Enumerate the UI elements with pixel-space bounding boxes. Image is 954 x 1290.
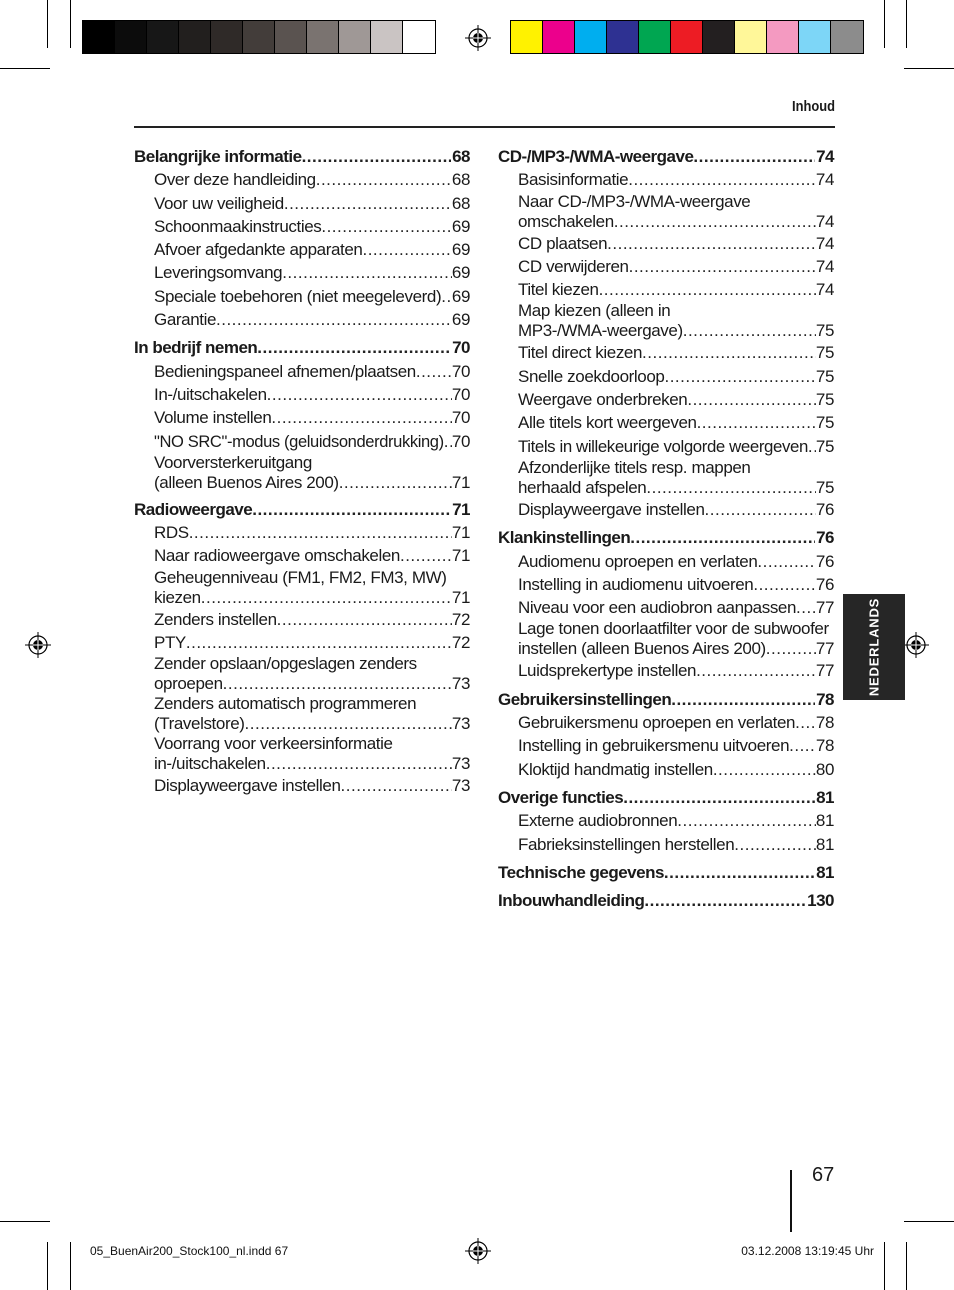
toc-entry-page: 75 bbox=[815, 436, 834, 456]
toc-entry bbox=[134, 360, 470, 383]
leader-dots bbox=[339, 473, 452, 493]
leader-dots bbox=[696, 659, 816, 682]
toc-heading-title: Belangrijke informatie bbox=[134, 147, 302, 166]
toc-section bbox=[498, 526, 834, 682]
toc-entry-page: 72 bbox=[451, 633, 470, 653]
toc-entry-text: Basisinformatie bbox=[518, 170, 629, 190]
toc-heading bbox=[498, 889, 834, 912]
toc-entry bbox=[134, 215, 470, 238]
toc-heading bbox=[134, 498, 470, 521]
leader-dots bbox=[671, 688, 815, 711]
toc-entry-text: Instelling in gebruikersmenu uitvoeren bbox=[518, 736, 790, 756]
toc-entry bbox=[134, 774, 470, 797]
color-swatch bbox=[735, 21, 767, 53]
toc-entry-page: 73 bbox=[451, 714, 470, 734]
leader-dots bbox=[216, 308, 452, 331]
toc-entry bbox=[134, 631, 470, 654]
toc-entry bbox=[498, 365, 834, 388]
leader-dots bbox=[644, 889, 806, 912]
toc-heading bbox=[498, 688, 834, 711]
crop-mark bbox=[47, 1242, 48, 1290]
toc-entry-text: Speciale toebehoren (niet meegeleverd) bbox=[154, 286, 442, 306]
leader-dots bbox=[245, 714, 452, 734]
crop-mark bbox=[904, 68, 954, 69]
toc-entry-text: Naar radioweergave omschakelen bbox=[154, 546, 400, 566]
toc-entry-page: 69 bbox=[451, 240, 470, 260]
leader-dots bbox=[642, 341, 816, 364]
leader-dots bbox=[697, 411, 816, 434]
toc-entry-text: Kloktijd handmatig instellen bbox=[518, 759, 713, 779]
toc-heading-page: 130 bbox=[807, 891, 834, 911]
toc-entry-page: 75 bbox=[815, 413, 834, 433]
toc-entry-text: Gebruikersmenu oproepen en verlaten bbox=[518, 713, 796, 733]
toc-entry-text: herhaald afspelen bbox=[518, 477, 647, 497]
crop-mark bbox=[0, 1221, 50, 1222]
leader-dots bbox=[282, 261, 452, 284]
color-swatch bbox=[511, 21, 543, 53]
leader-dots bbox=[796, 596, 816, 619]
running-header: Inhoud bbox=[792, 98, 835, 115]
toc-heading-page: 74 bbox=[816, 147, 834, 166]
toc-entry-page: 70 bbox=[451, 384, 470, 404]
toc-entry bbox=[498, 255, 834, 278]
toc-entry-text: Titel kiezen bbox=[518, 280, 599, 300]
toc-entry-text: Bedieningspaneel afnemen/plaatsen bbox=[154, 361, 416, 381]
crop-mark bbox=[0, 68, 50, 69]
toc-heading bbox=[498, 145, 834, 168]
toc-heading bbox=[498, 526, 834, 549]
leader-dots bbox=[628, 168, 816, 191]
toc-entry-page: 78 bbox=[815, 713, 834, 733]
leader-dots bbox=[795, 711, 816, 734]
toc-entry-text: CD plaatsen bbox=[518, 233, 608, 253]
toc-section bbox=[498, 688, 834, 781]
toc-entry-text: Externe audiobronnen bbox=[518, 811, 678, 831]
toc-entry bbox=[134, 608, 470, 631]
toc-entry-page: 73 bbox=[451, 754, 470, 774]
leader-dots bbox=[630, 526, 815, 549]
toc-entry-page: 74 bbox=[815, 280, 834, 300]
leader-dots bbox=[808, 435, 816, 458]
leader-dots bbox=[277, 608, 452, 631]
color-bar bbox=[510, 20, 864, 54]
leader-dots bbox=[766, 639, 816, 659]
color-swatch bbox=[243, 21, 275, 53]
language-tab bbox=[843, 594, 905, 700]
toc-entry bbox=[134, 521, 470, 544]
toc-entry-page: 73 bbox=[451, 674, 470, 694]
crop-mark bbox=[906, 0, 907, 48]
toc-section bbox=[134, 336, 470, 492]
toc-entry-text: (alleen Buenos Aires 200) bbox=[154, 472, 339, 492]
toc-entry-line1: Zenders automatisch programmeren bbox=[154, 694, 417, 714]
color-swatch bbox=[403, 21, 435, 53]
color-swatch bbox=[543, 21, 575, 53]
leader-dots bbox=[316, 168, 452, 191]
toc-entry bbox=[498, 833, 834, 856]
toc-heading-title: In bedrijf nemen bbox=[134, 338, 258, 358]
toc-entry bbox=[498, 388, 834, 411]
toc-entry-page: 75 bbox=[815, 477, 834, 497]
leader-dots bbox=[341, 774, 452, 797]
crop-mark bbox=[70, 0, 71, 48]
toc-entry-text: Instelling in audiomenu uitvoeren bbox=[518, 574, 754, 594]
color-swatch bbox=[831, 21, 863, 53]
color-swatch bbox=[115, 21, 147, 53]
toc-entry bbox=[134, 544, 470, 567]
color-swatch bbox=[275, 21, 307, 53]
toc-entry bbox=[498, 734, 834, 757]
toc-entry bbox=[134, 588, 470, 608]
leader-dots bbox=[186, 631, 452, 654]
toc-entry-page: 81 bbox=[815, 834, 834, 854]
toc-entry-text: omschakelen bbox=[518, 211, 614, 231]
leader-dots bbox=[614, 212, 816, 232]
toc-entry-page: 74 bbox=[815, 256, 834, 276]
toc-section bbox=[498, 786, 834, 856]
toc-entry-text: Zenders instellen bbox=[154, 609, 277, 629]
toc-entry-text: Afvoer afgedankte apparaten bbox=[154, 240, 363, 260]
color-swatch bbox=[147, 21, 179, 53]
toc-section bbox=[498, 889, 834, 912]
toc-heading-page: 81 bbox=[816, 787, 834, 807]
toc-heading-page: 78 bbox=[816, 689, 834, 709]
grayscale-bar bbox=[82, 20, 436, 54]
toc-entry bbox=[134, 430, 470, 453]
leader-dots bbox=[646, 478, 816, 498]
leader-dots bbox=[201, 588, 452, 608]
toc-heading-page: 71 bbox=[452, 499, 470, 519]
toc-entry-text: (Travelstore) bbox=[154, 714, 245, 734]
toc-entry bbox=[134, 383, 470, 406]
crop-mark bbox=[906, 1242, 907, 1290]
toc-entry-text: MP3-/WMA-weergave) bbox=[518, 321, 683, 341]
toc-entry-page: 75 bbox=[815, 390, 834, 410]
color-swatch bbox=[371, 21, 403, 53]
color-swatch bbox=[703, 21, 735, 53]
toc-entry-page: 75 bbox=[815, 321, 834, 341]
color-swatch bbox=[179, 21, 211, 53]
toc-entry-text: RDS bbox=[154, 523, 189, 543]
toc-entry-line1: Map kiezen (alleen in bbox=[518, 301, 671, 321]
crop-mark bbox=[904, 1221, 954, 1222]
leader-dots bbox=[713, 758, 816, 781]
color-swatch bbox=[307, 21, 339, 53]
toc-entry-text: Over deze handleiding bbox=[154, 170, 316, 190]
registration-mark-icon bbox=[903, 632, 929, 658]
crop-mark bbox=[884, 0, 885, 48]
toc-heading-page: 76 bbox=[816, 528, 834, 548]
page-number: 67 bbox=[812, 1164, 835, 1186]
page-number-divider bbox=[790, 1170, 792, 1232]
toc-entry bbox=[498, 321, 834, 341]
toc-entry-text: In-/uitschakelen bbox=[154, 384, 267, 404]
toc-entry-page: 71 bbox=[451, 546, 470, 566]
language-tab-label: NEDERLANDS bbox=[866, 597, 882, 697]
toc-entry bbox=[134, 168, 470, 191]
toc-entry-page: 69 bbox=[451, 216, 470, 236]
toc-entry-text: Audiomenu oproepen en verlaten bbox=[518, 551, 758, 571]
toc-entry-page: 74 bbox=[815, 233, 834, 253]
leader-dots bbox=[223, 674, 452, 694]
leader-dots bbox=[441, 285, 452, 308]
leader-dots bbox=[687, 388, 816, 411]
toc-section bbox=[134, 498, 470, 798]
toc-heading-title: Inbouwhandleiding bbox=[498, 891, 645, 911]
leader-dots bbox=[271, 406, 451, 429]
toc-entry-page: 71 bbox=[451, 523, 470, 543]
toc-entry-text: Weergave onderbreken bbox=[518, 390, 688, 410]
toc-entry-text: CD verwijderen bbox=[518, 256, 629, 276]
leader-dots bbox=[321, 215, 452, 238]
toc-entry-text: Schoonmaakinstructies bbox=[154, 216, 322, 236]
toc-entry bbox=[134, 192, 470, 215]
toc-entry-page: 74 bbox=[815, 170, 834, 190]
leader-dots bbox=[599, 278, 816, 301]
color-swatch bbox=[671, 21, 703, 53]
toc-entry-text: Displayweergave instellen bbox=[154, 776, 341, 796]
leader-dots bbox=[629, 255, 816, 278]
color-swatch bbox=[767, 21, 799, 53]
toc-entry-text: Leveringsomvang bbox=[154, 263, 283, 283]
toc-heading-page: 68 bbox=[452, 147, 470, 166]
toc-entry-line1: Voorrang voor verkeersinformatie bbox=[154, 734, 393, 754]
toc-entry bbox=[498, 809, 834, 832]
toc-entry-page: 75 bbox=[815, 343, 834, 363]
leader-dots bbox=[789, 734, 816, 757]
toc-entry-text: Fabrieksinstellingen herstellen bbox=[518, 834, 735, 854]
toc-entry-page: 77 bbox=[815, 661, 834, 681]
toc-entry-page: 76 bbox=[815, 551, 834, 571]
toc-entry-page: 71 bbox=[451, 587, 470, 607]
color-swatch bbox=[339, 21, 371, 53]
toc-entry-line1: Zender opslaan/opgeslagen zenders bbox=[154, 654, 417, 674]
toc-heading-title: Klankinstellingen bbox=[498, 528, 631, 548]
leader-dots bbox=[693, 145, 815, 168]
toc-entry bbox=[498, 573, 834, 596]
color-swatch bbox=[607, 21, 639, 53]
header-rule bbox=[134, 126, 835, 128]
leader-dots bbox=[444, 430, 452, 453]
leader-dots bbox=[257, 336, 451, 359]
toc-entry-text: Titel direct kiezen bbox=[518, 343, 643, 363]
toc-entry-text: "NO SRC"-modus (geluidsonderdrukking) bbox=[154, 431, 444, 451]
color-swatch bbox=[575, 21, 607, 53]
toc-entry-page: 76 bbox=[815, 499, 834, 519]
toc-entry bbox=[134, 285, 470, 308]
toc-entry bbox=[498, 596, 834, 619]
toc-heading-page: 81 bbox=[816, 862, 834, 882]
toc-heading bbox=[134, 336, 470, 359]
leader-dots bbox=[705, 498, 816, 521]
toc-entry bbox=[134, 238, 470, 261]
toc-entry bbox=[498, 550, 834, 573]
toc-entry-text: Garantie bbox=[154, 310, 217, 330]
toc-heading bbox=[134, 145, 470, 168]
toc-entry-page: 72 bbox=[451, 609, 470, 629]
toc-entry-text: oproepen bbox=[154, 674, 223, 694]
color-swatch bbox=[211, 21, 243, 53]
toc-entry-page: 81 bbox=[815, 811, 834, 831]
toc-entry bbox=[498, 168, 834, 191]
leader-dots bbox=[302, 145, 452, 168]
leader-dots bbox=[757, 550, 815, 573]
toc-entry-text: Voor uw veiligheid bbox=[154, 193, 284, 213]
leader-dots bbox=[267, 383, 452, 406]
toc-section bbox=[498, 861, 834, 884]
toc-entry bbox=[498, 758, 834, 781]
toc-entry-page: 68 bbox=[451, 170, 470, 190]
toc-heading-title: Gebruikersinstellingen bbox=[498, 689, 672, 709]
toc-entry-page: 70 bbox=[451, 361, 470, 381]
color-swatch bbox=[83, 21, 115, 53]
toc-entry-line1: Afzonderlijke titels resp. mappen bbox=[518, 457, 751, 477]
registration-mark-icon bbox=[465, 25, 491, 51]
leader-dots bbox=[753, 573, 816, 596]
toc-entry bbox=[498, 498, 834, 521]
toc-entry-text: Volume instellen bbox=[154, 408, 272, 428]
leader-dots bbox=[607, 232, 816, 255]
footer-timestamp: 03.12.2008 13:19:45 Uhr bbox=[741, 1244, 874, 1258]
toc-entry bbox=[134, 714, 470, 734]
leader-dots bbox=[400, 544, 452, 567]
toc-entry bbox=[134, 261, 470, 284]
toc-entry-line1: Voorversterkeruitgang bbox=[154, 452, 312, 472]
toc-left-column bbox=[134, 145, 470, 803]
leader-dots bbox=[677, 809, 816, 832]
toc-entry-text: Displayweergave instellen bbox=[518, 499, 705, 519]
toc-entry-page: 69 bbox=[451, 263, 470, 283]
toc-entry-page: 80 bbox=[815, 759, 834, 779]
leader-dots bbox=[664, 365, 815, 388]
leader-dots bbox=[362, 238, 451, 261]
toc-entry bbox=[134, 406, 470, 429]
toc-entry-page: 69 bbox=[451, 286, 470, 306]
toc-entry-page: 75 bbox=[815, 366, 834, 386]
leader-dots bbox=[734, 833, 816, 856]
footer-file: 05_BuenAir200_Stock100_nl.indd 67 bbox=[90, 1244, 289, 1258]
toc-entry bbox=[134, 754, 470, 774]
toc-heading-title: Overige functies bbox=[498, 787, 624, 807]
toc-entry-text: Luidsprekertype instellen bbox=[518, 661, 697, 681]
toc-entry bbox=[498, 711, 834, 734]
crop-mark bbox=[47, 0, 48, 48]
toc-entry-text: Alle titels kort weergeven bbox=[518, 413, 697, 433]
toc-entry bbox=[498, 659, 834, 682]
crop-mark bbox=[70, 1242, 71, 1290]
toc-right-column bbox=[498, 145, 834, 917]
toc-entry bbox=[498, 435, 834, 458]
toc-entry-page: 77 bbox=[815, 639, 834, 659]
leader-dots bbox=[189, 521, 452, 544]
registration-mark-icon bbox=[465, 1238, 491, 1264]
toc-entry-page: 70 bbox=[451, 431, 470, 451]
toc-heading bbox=[498, 786, 834, 809]
toc-section bbox=[498, 145, 834, 521]
toc-heading bbox=[498, 861, 834, 884]
toc-entry-text: Niveau voor een audiobron aanpassen bbox=[518, 598, 797, 618]
toc-entry-text: in-/uitschakelen bbox=[154, 754, 266, 774]
toc-entry-page: 73 bbox=[451, 776, 470, 796]
toc-entry-line1: Geheugenniveau (FM1, FM2, FM3, MW) bbox=[154, 567, 447, 587]
toc-entry bbox=[498, 411, 834, 434]
toc-entry-page: 68 bbox=[451, 193, 470, 213]
toc-heading-title: Radioweergave bbox=[134, 499, 253, 519]
toc-entry-page: 74 bbox=[815, 211, 834, 231]
toc-heading-title: CD-/MP3-/WMA-weergave bbox=[498, 147, 694, 166]
toc-entry-text: instellen (alleen Buenos Aires 200) bbox=[518, 639, 766, 659]
toc-section bbox=[134, 145, 470, 331]
toc-entry-line1: Lage tonen doorlaatfilter voor de subwoofer bbox=[518, 619, 829, 639]
toc-entry-text: Titels in willekeurige volgorde weergeven bbox=[518, 436, 808, 456]
leader-dots bbox=[252, 498, 451, 521]
toc-entry-text: Snelle zoekdoorloop bbox=[518, 366, 665, 386]
leader-dots bbox=[284, 192, 452, 215]
toc-entry bbox=[498, 341, 834, 364]
toc-entry bbox=[134, 473, 470, 493]
toc-entry-page: 71 bbox=[451, 472, 470, 492]
leader-dots bbox=[266, 754, 452, 774]
toc-entry bbox=[498, 212, 834, 232]
crop-mark bbox=[884, 1242, 885, 1290]
toc-heading-title: Technische gegevens bbox=[498, 862, 664, 882]
leader-dots bbox=[623, 786, 815, 809]
toc-entry-line1: Naar CD-/MP3-/WMA-weergave bbox=[518, 191, 751, 211]
toc-entry bbox=[498, 232, 834, 255]
toc-entry bbox=[498, 278, 834, 301]
leader-dots bbox=[683, 321, 816, 341]
color-swatch bbox=[799, 21, 831, 53]
toc-entry-page: 78 bbox=[815, 736, 834, 756]
leader-dots bbox=[664, 861, 815, 884]
toc-entry-page: 77 bbox=[815, 598, 834, 618]
toc-entry-text: PTY bbox=[154, 633, 186, 653]
leader-dots bbox=[416, 360, 452, 383]
toc-heading-page: 70 bbox=[452, 338, 470, 358]
toc-entry bbox=[498, 478, 834, 498]
toc-entry-text: kiezen bbox=[154, 587, 201, 607]
registration-mark-icon bbox=[25, 632, 51, 658]
toc-entry-page: 70 bbox=[451, 408, 470, 428]
color-swatch bbox=[639, 21, 671, 53]
toc-entry bbox=[134, 308, 470, 331]
toc-entry-page: 76 bbox=[815, 574, 834, 594]
toc-entry bbox=[134, 674, 470, 694]
toc-entry bbox=[498, 639, 834, 659]
toc-entry-page: 69 bbox=[451, 310, 470, 330]
